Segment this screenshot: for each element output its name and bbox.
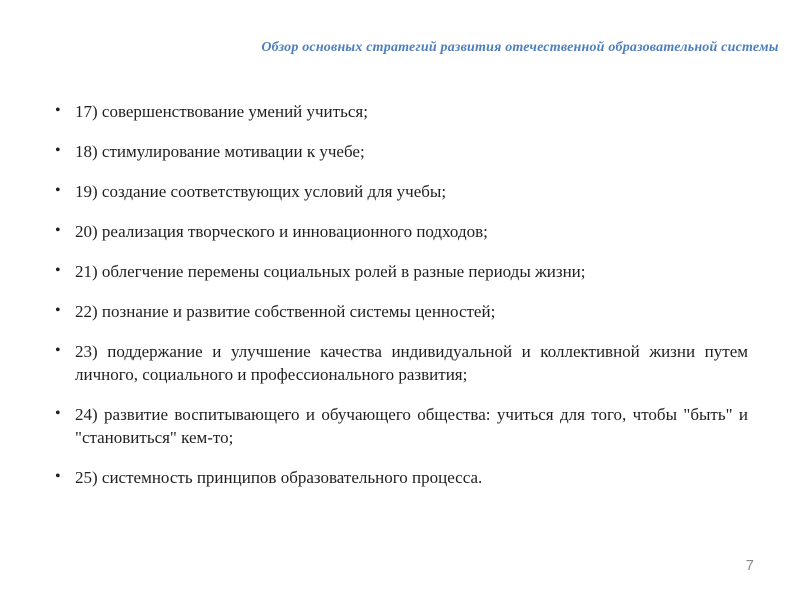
bullet-icon: •	[55, 222, 61, 239]
slide-title: Обзор основных стратегий развития отечественной образовательной системы	[261, 40, 779, 55]
list-item	[48, 403, 748, 449]
list-item	[48, 466, 748, 489]
list-item	[48, 180, 748, 203]
bullet-icon: •	[55, 102, 61, 119]
list-item-text: 21) облегчение перемены социальных ролей в разные периоды жизни;	[75, 262, 586, 281]
bullet-icon: •	[55, 142, 61, 159]
list-item-text: 18) стимулирование мотивации к учебе;	[75, 142, 365, 161]
list-item	[48, 100, 748, 123]
list-item	[48, 300, 748, 323]
bullet-list	[48, 100, 748, 506]
list-item	[48, 220, 748, 243]
bullet-icon: •	[55, 262, 61, 279]
list-item-text: 19) создание соответствующих условий для учебы;	[75, 182, 447, 201]
list-item-text: 22) познание и развитие собственной системы ценностей;	[75, 302, 496, 321]
list-item-text: 24) развитие воспитывающего и обучающего общества: учиться для того, чтобы "быть" и "становиться" кем-то;	[75, 405, 748, 447]
bullet-icon: •	[55, 302, 61, 319]
list-item-text: 25) системность принципов образовательного процесса.	[75, 468, 483, 487]
list-item	[48, 260, 748, 283]
list-item-text: 23) поддержание и улучшение качества индивидуальной и коллективной жизни путем личного, социального и профессионального развития;	[75, 342, 748, 384]
list-item-text: 20) реализация творческого и инновационного подходов;	[75, 222, 488, 241]
bullet-icon: •	[55, 182, 61, 199]
bullet-icon: •	[55, 468, 61, 485]
list-item-text: 17) совершенствование умений учиться;	[75, 102, 368, 121]
bullet-icon: •	[55, 405, 61, 422]
list-item	[48, 140, 748, 163]
list-item	[48, 340, 748, 386]
bullet-icon: •	[55, 342, 61, 359]
page-number: 7	[745, 557, 754, 574]
